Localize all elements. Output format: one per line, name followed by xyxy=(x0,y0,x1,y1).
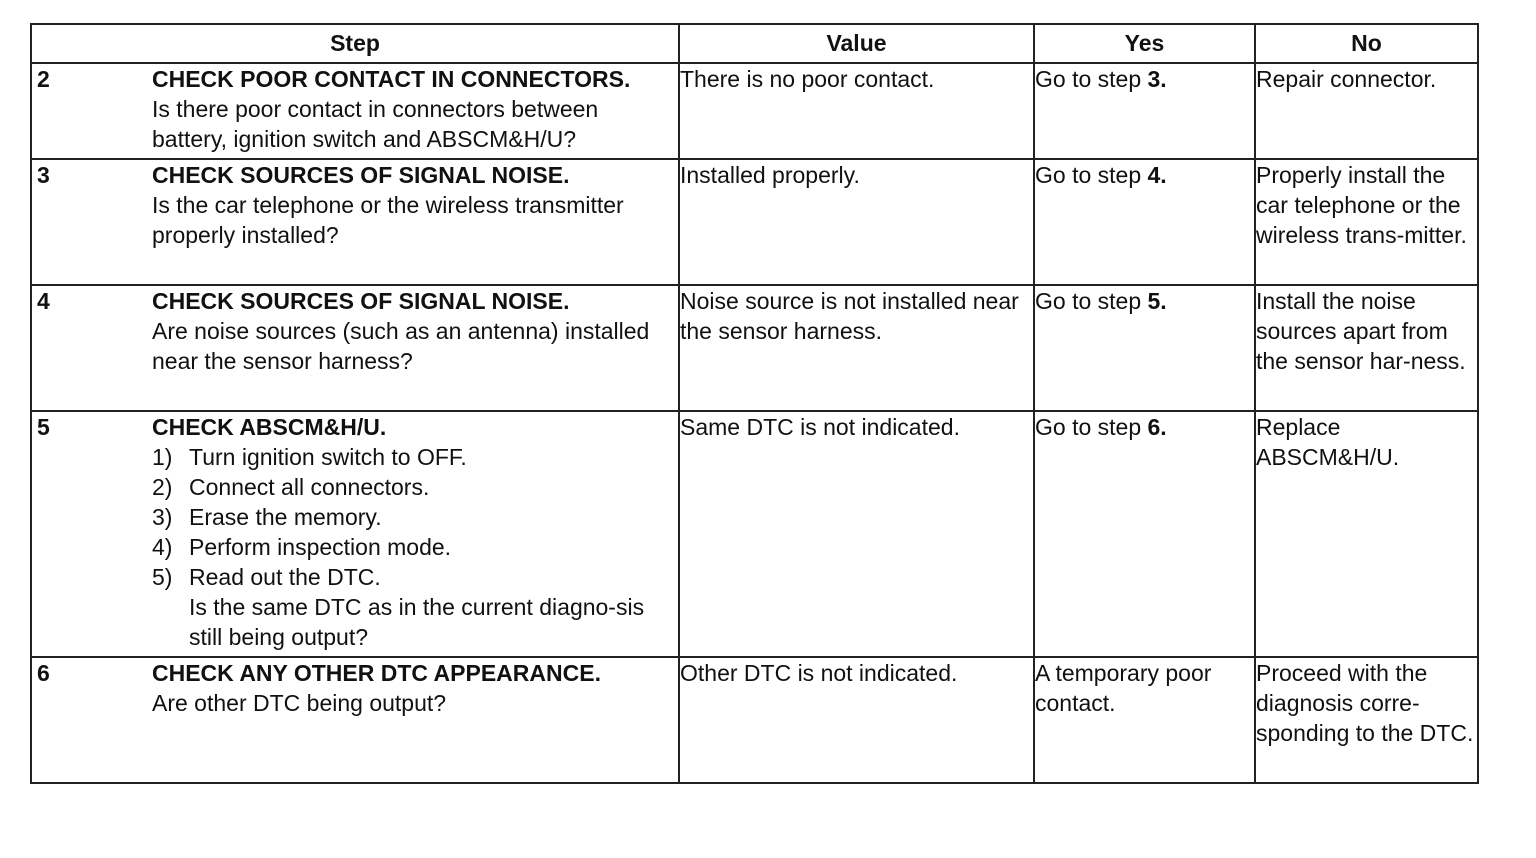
table-row xyxy=(31,63,1478,159)
no-cell: Install the noise sources apart from the sensor har-ness. xyxy=(1255,285,1478,411)
step-cell xyxy=(31,285,679,411)
list-item xyxy=(152,562,674,592)
substep-number: 1) xyxy=(152,444,173,470)
header-step: Step xyxy=(31,24,679,63)
no-cell: Replace ABSCM&H/U. xyxy=(1255,411,1478,657)
substep-text: Erase the memory. xyxy=(189,504,382,530)
step-title: CHECK ABSCM&H/U. xyxy=(152,414,387,440)
list-item xyxy=(152,442,674,472)
value-cell: There is no poor contact. xyxy=(679,63,1034,159)
step-cell xyxy=(31,63,679,159)
header-row xyxy=(31,24,1478,63)
header-value: Value xyxy=(679,24,1034,63)
step-number: 4 xyxy=(37,288,50,314)
substep-list xyxy=(152,442,674,592)
value-cell: Noise source is not installed near the sensor harness. xyxy=(679,285,1034,411)
table-row xyxy=(31,411,1478,657)
step-question: Are noise sources (such as an antenna) installed near the sensor harness? xyxy=(152,318,650,374)
value-cell: Installed properly. xyxy=(679,159,1034,285)
value-cell: Same DTC is not indicated. xyxy=(679,411,1034,657)
diagnosis-table xyxy=(30,23,1479,784)
yes-prefix: Go to step xyxy=(1035,288,1148,314)
step-cell xyxy=(31,411,679,657)
step-title: CHECK SOURCES OF SIGNAL NOISE. xyxy=(152,288,570,314)
substep-number: 2) xyxy=(152,474,173,500)
substep-text: Turn ignition switch to OFF. xyxy=(189,444,467,470)
substep-text: Read out the DTC. xyxy=(189,564,381,590)
table-row xyxy=(31,285,1478,411)
no-cell: Repair connector. xyxy=(1255,63,1478,159)
step-cell xyxy=(31,657,679,783)
yes-step-link: 4. xyxy=(1147,162,1167,188)
list-item xyxy=(152,472,674,502)
table-row xyxy=(31,657,1478,783)
yes-step-link: 6. xyxy=(1147,414,1167,440)
step-number: 2 xyxy=(37,66,50,92)
step-question: Is the same DTC as in the current diagno-sis still being output? xyxy=(189,594,645,650)
substep-text: Perform inspection mode. xyxy=(189,534,452,560)
yes-cell: A temporary poor contact. xyxy=(1034,657,1255,783)
yes-cell xyxy=(1034,411,1255,657)
yes-prefix: Go to step xyxy=(1035,66,1148,92)
step-cell xyxy=(31,159,679,285)
substep-number: 5) xyxy=(152,564,173,590)
header-no: No xyxy=(1255,24,1478,63)
substep-text: Connect all connectors. xyxy=(189,474,430,500)
value-cell: Other DTC is not indicated. xyxy=(679,657,1034,783)
substep-number: 3) xyxy=(152,504,173,530)
step-question: Is there poor contact in connectors between battery, ignition switch and ABSCM&H/U? xyxy=(152,96,599,152)
step-question: Is the car telephone or the wireless transmitter properly installed? xyxy=(152,192,624,248)
step-question: Are other DTC being output? xyxy=(152,690,447,716)
step-number: 6 xyxy=(37,660,50,686)
step-title: CHECK SOURCES OF SIGNAL NOISE. xyxy=(152,162,570,188)
no-cell: Proceed with the diagnosis corre-sponding to the DTC. xyxy=(1255,657,1478,783)
yes-step-link: 3. xyxy=(1147,66,1167,92)
step-number: 5 xyxy=(37,414,50,440)
step-title: CHECK POOR CONTACT IN CONNECTORS. xyxy=(152,66,631,92)
table-row xyxy=(31,159,1478,285)
no-cell: Properly install the car telephone or the wireless trans-mitter. xyxy=(1255,159,1478,285)
yes-prefix: Go to step xyxy=(1035,414,1148,440)
list-item xyxy=(152,502,674,532)
yes-step-link: 5. xyxy=(1147,288,1167,314)
step-title: CHECK ANY OTHER DTC APPEARANCE. xyxy=(152,660,601,686)
header-yes: Yes xyxy=(1034,24,1255,63)
yes-prefix: Go to step xyxy=(1035,162,1148,188)
list-item xyxy=(152,532,674,562)
yes-cell xyxy=(1034,285,1255,411)
substep-number: 4) xyxy=(152,534,173,560)
step-number: 3 xyxy=(37,162,50,188)
yes-cell xyxy=(1034,63,1255,159)
yes-cell xyxy=(1034,159,1255,285)
